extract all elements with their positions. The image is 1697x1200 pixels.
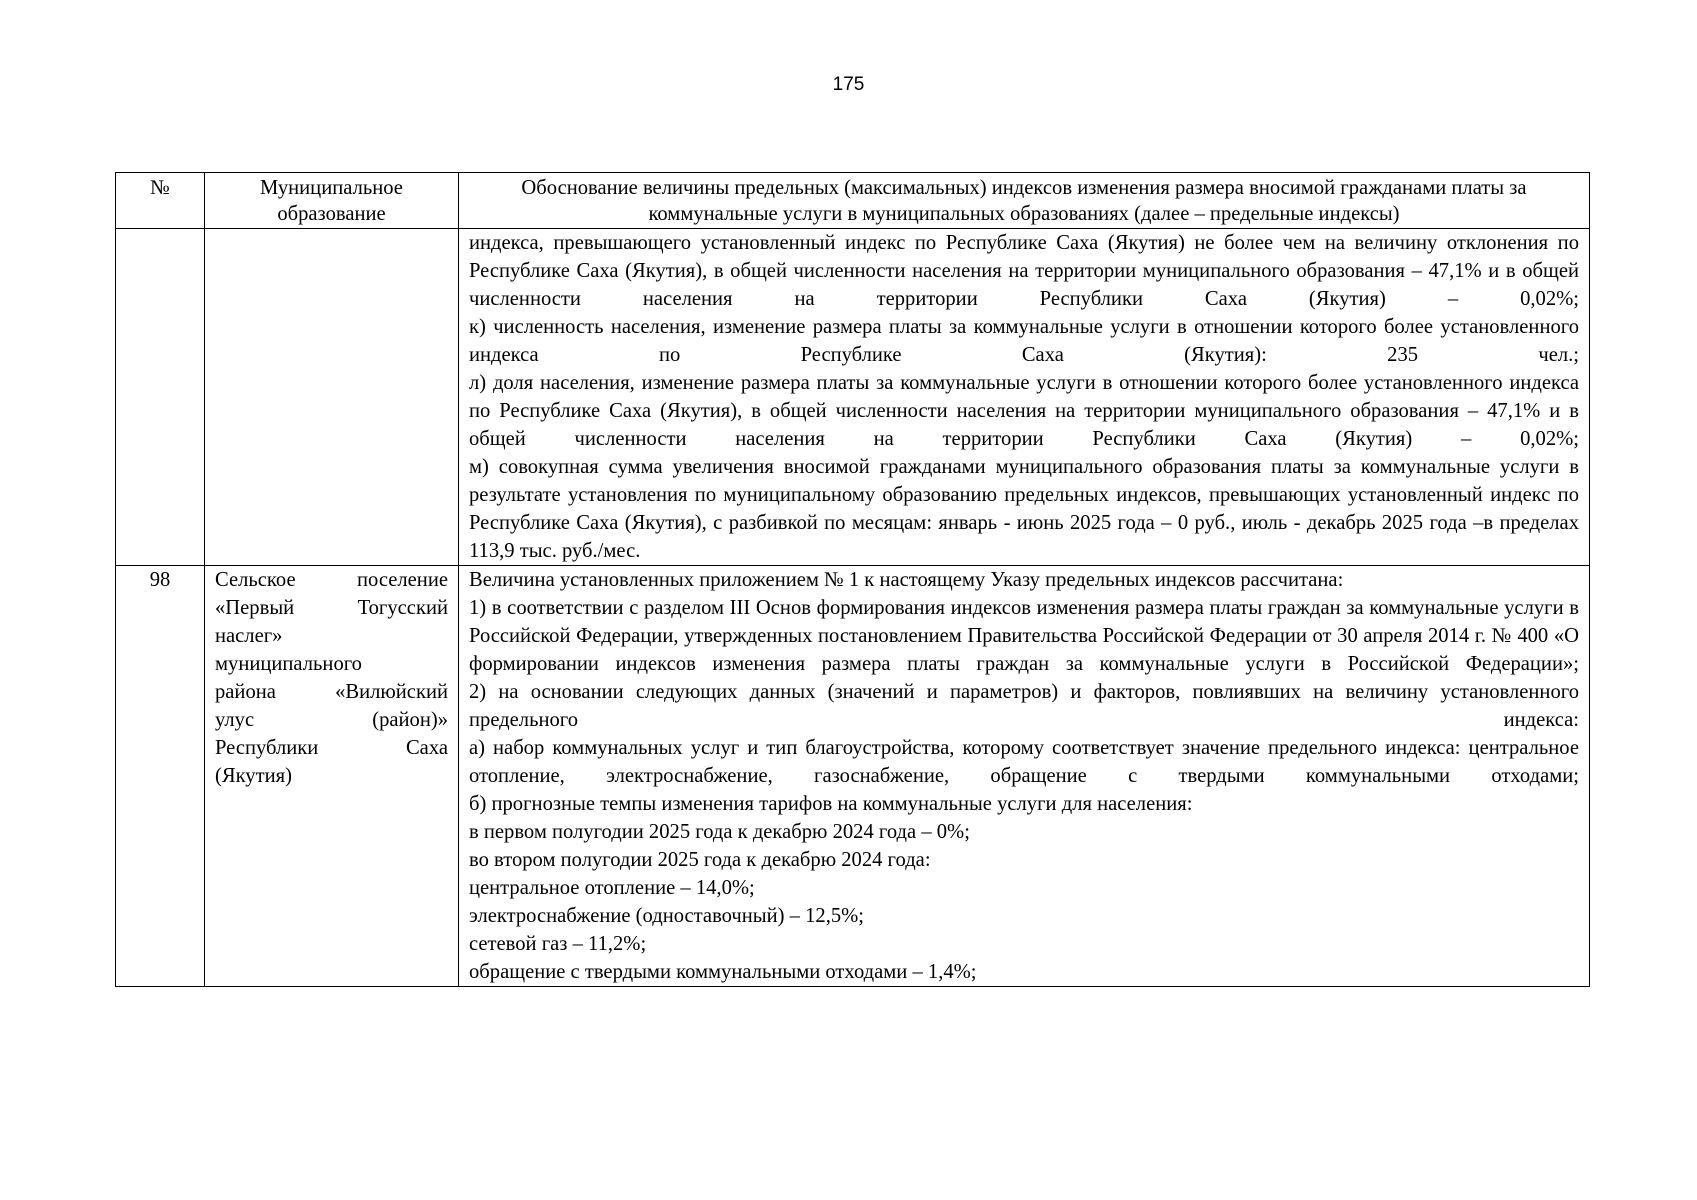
header-justification: Обоснование величины предельных (максимальных) индексов изменения размера вносимой гражданами платы за коммунальные услуги в муниципальных образованиях (далее – предельные индексы) (459, 173, 1590, 229)
municipality-line: улус (район)» (215, 709, 448, 731)
paragraph: индекса, превышающего установленный индекс по Республике Саха (Якутия) не более чем на величину отклонения по Республике Саха (Якутия), в общей численности населения на территории муниципального образования – 47,1% и в общей численности населения на территории Республики Саха (Якутия) – 0,02%; (469, 232, 1579, 310)
paragraph: в первом полугодии 2025 года к декабрю 2024 года – 0%; (469, 821, 970, 843)
paragraph: сетевой газ – 11,2%; (469, 933, 647, 955)
table-row (116, 229, 1590, 566)
justification-table (115, 172, 1590, 987)
page-number: 175 (832, 74, 865, 95)
row-municipality (205, 566, 459, 987)
municipality-line: «Первый Тогусский (215, 597, 448, 619)
row-municipality (205, 229, 459, 566)
header-num: № (116, 173, 205, 229)
row-number (116, 229, 205, 566)
paragraph: во втором полугодии 2025 года к декабрю 2024 года: (469, 849, 931, 871)
paragraph: электроснабжение (одноставочный) – 12,5%; (469, 905, 865, 927)
table-row (116, 566, 1590, 987)
paragraph: центральное отопление – 14,0%; (469, 877, 755, 899)
paragraph: 1) в соответствии с разделом III Основ формирования индексов изменения размера платы граждан за коммунальные услуги в Российской Федерации, утвержденных постановлением Правительства Российской Федерации от 30 апреля 2014 г. № 400 «О формировании индексов изменения размера платы граждан за коммунальные услуги в Российской Федерации»; (469, 597, 1579, 675)
paragraph: м) совокупная сумма увеличения вносимой гражданами муниципального образования платы за коммунальные услуги в результате установления по муниципальному образованию предельных индексов, превышающих установленный индекс по Республике Саха (Якутия), с разбивкой по месяцам: январь - июнь 2025 года – 0 руб., июль - декабрь 2025 года –в пределах 113,9 тыс. руб./мес. (469, 456, 1579, 562)
table-header-row (116, 173, 1590, 229)
paragraph: обращение с твердыми коммунальными отходами – 1,4%; (469, 961, 977, 983)
paragraph: Величина установленных приложением № 1 к настоящему Указу предельных индексов рассчитана: (469, 569, 1344, 591)
paragraph: л) доля населения, изменение размера платы за коммунальные услуги в отношении которого более установленного индекса по Республике Саха (Якутия), в общей численности населения на территории муниципального образования – 47,1% и в общей численности населения на территории Республики Саха (Якутия) – 0,02%; (469, 372, 1579, 450)
row-justification (459, 566, 1590, 987)
header-municipality: Муниципальное образование (205, 173, 459, 229)
row-number: 98 (116, 566, 205, 987)
municipality-line: Сельское поселение (215, 569, 448, 591)
row-justification (459, 229, 1590, 566)
municipality-line: муниципального (215, 653, 362, 675)
paragraph: б) прогнозные темпы изменения тарифов на коммунальные услуги для населения: (469, 793, 1193, 815)
municipality-line: наслег» (215, 625, 283, 647)
municipality-line: Республики Саха (215, 737, 448, 759)
municipality-line: района «Вилюйский (215, 681, 448, 703)
paragraph: к) численность населения, изменение размера платы за коммунальные услуги в отношении которого более установленного индекса по Республике Саха (Якутия): 235 чел.; (469, 316, 1579, 366)
municipality-line: (Якутия) (215, 765, 292, 787)
paragraph: 2) на основании следующих данных (значений и параметров) и факторов, повлиявших на величину установленного предельного индекса: (469, 681, 1579, 731)
paragraph: а) набор коммунальных услуг и тип благоустройства, которому соответствует значение предельного индекса: центральное отопление, электроснабжение, газоснабжение, обращение с твердыми коммунальными отходами; (469, 737, 1579, 787)
